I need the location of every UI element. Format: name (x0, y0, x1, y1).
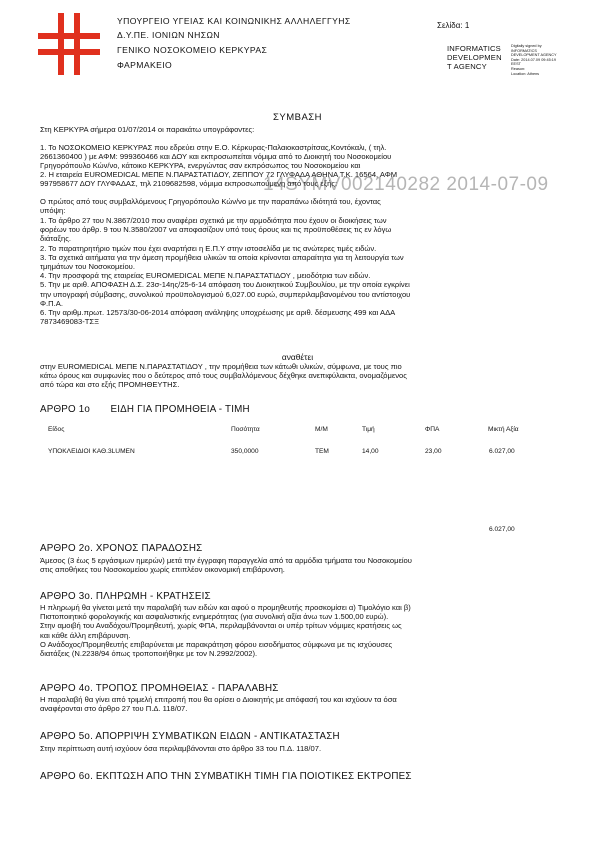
article-5-heading: ΑΡΘΡΟ 5ο. ΑΠΟΡΡΙΨΗ ΣΥΜΒΑΤΙΚΩΝ ΕΙΔΩΝ - ΑΝΤΙΚΑΤΑΣΤΑΣΗ (40, 731, 340, 742)
cell-gross-value: 6.027,00 (489, 448, 515, 455)
col-header-quantity: Ποσότητα (231, 426, 260, 433)
consideration-1: 1. Το άρθρο 27 του Ν.3867/2010 που αναφέρει σχετικά με την αρμοδιότητα που έχουν οι διοικήσεις των φορέων του άρθρ. 9 του Ν.3580/2007 να αποφασίζουν υπό τους όρους και τις προϋποθέσεις τις εν λόγω διάταξης. (40, 216, 392, 244)
table-total: 6.027,00 (489, 526, 515, 533)
consideration-2: 2. Το παρατηρητήριο τιμών που έχει αναρτήσει η Ε.Π.Υ στην ιστοσελίδα με τις ανώτερες τιμές ειδών. (40, 243, 377, 253)
cell-unit: ΤΕΜ (315, 448, 329, 455)
signature-logo: INFORMATICS DEVELOPMEN T AGENCY (447, 44, 502, 71)
awards-heading: αναθέτει (281, 352, 314, 362)
col-header-item: Είδος (48, 426, 65, 433)
article-4-text: Η παραλαβή θα γίνει από τριμελή επιτροπή που θα ορίσει ο Διοικητής με απόφασή του και ισχύουν τα όσα αναφέρονται στο άρθρο 27 του Π.Δ. 118/07. (40, 695, 397, 714)
signature-details: Digitally signed by INFORMATICS DEVELOPMENT AGENCY Date: 2014.07.09 09:45:19 EEST Reason: Location: Athens (511, 44, 557, 76)
cell-item: ΥΠΟΚΛΕΙΔΙΟΙ ΚΑΘ.3LUMEN (48, 448, 135, 455)
org-line-ministry: ΥΠΟΥΡΓΕΙΟ ΥΓΕΙΑΣ ΚΑΙ ΚΟΙΝΩΝΙΚΗΣ ΑΛΛΗΛΕΓΓΥΗΣ (117, 16, 351, 26)
cell-vat: 23,00 (425, 448, 442, 455)
intro-line: Στη ΚΕΡΚΥΡΑ σήμερα 01/07/2014 οι παρακάτω υπογράφοντες: (40, 125, 255, 134)
article-2-text: Άμεσος (3 έως 5 εργάσιμων ημερών) μετά την έγγραφη παραγγελία από τα αρμόδια τμήματα του Νοσοκομείου στις αποθήκες του Νοσοκομείου χωρίς επιπλέον οικονομική επιβάρυνση. (40, 556, 412, 575)
article-4-heading: ΑΡΘΡΟ 4ο. ΤΡΟΠΟΣ ΠΡΟΜΗΘΕΙΑΣ - ΠΑΡΑΛΑΒΗΣ (40, 683, 279, 694)
col-header-unit: Μ/Μ (315, 426, 328, 433)
party-2: 2. Η εταιρεία EUROMEDICAL ΜΕΠΕ Ν.ΠΑΡΑΣΤΑΤΙΔΟΥ, ΖΕΠΠΟΥ 72 ΓΛΥΦΑΔΑ ΑΘΗΝΑ Τ.Κ. 16564, ΑΦΜ 997958677 ΔΟΥ ΓΛΥΦΑΔΑΣ, τηλ 2109682598, νόμιμα εκπροσωπούμενη από τους εξής: (40, 170, 398, 189)
protocol-watermark: 14SYMV002140282 2014-07-09 (263, 174, 549, 195)
col-header-gross-value: Μικτή Αξία (488, 426, 519, 433)
article-1-heading: ΑΡΘΡΟ 1ο ΕΙΔΗ ΓΙΑ ΠΡΟΜΗΘΕΙΑ - ΤΙΜΗ (40, 404, 250, 415)
awards-text: στην EUROMEDICAL ΜΕΠΕ Ν.ΠΑΡΑΣΤΑΤΙΔΟΥ , την προμήθεια των κάτωθι υλικών, σύμφωνα, με τους πιο κάτω όρους και συμφωνίες που ο δεύτερος από τους συμβαλλόμενους δέχθηκε ανεπιφύλακτα, ονομαζόμενος από τώρα και στο εξής ΠΡΟΜΗΘΕΥΤΗΣ. (40, 362, 407, 390)
cell-price: 14,00 (362, 448, 379, 455)
article-6-heading: ΑΡΘΡΟ 6ο. ΕΚΠΤΩΣΗ ΑΠΟ ΤΗΝ ΣΥΜΒΑΤΙΚΗ ΤΙΜΗ ΓΙΑ ΠΟΙΟΤΙΚΕΣ ΕΚΤΡΟΠΕΣ (40, 771, 412, 782)
article-3-text: Η πληρωμή θα γίνεται μετά την παραλαβή των ειδών και αφού ο προμηθευτής προσκομίσει α) Τιμολόγιο και β) Πιστοποιητικό φορολογικής και ασφαλιστικής ενημερότητας (για συνολική αξία άνω των 1.500,00 ευρώ). Στην αμοιβή του Αναδόχου/Προμηθευτή, χωρίς ΦΠΑ, περιλαμβάνονται οι υπέρ τρίτων νόμιμες κρατήσεις ως και κάθε άλλη επιβάρυνση. Ο Ανάδοχος/Προμηθευτής επιβαρύνεται με παρακράτηση φόρου εισοδήματος σύμφωνα με τις ισχύουσες διατάξεις (Ν.2238/94 όπως τροποποιήθηκε με τον Ν.2992/2002). (40, 603, 411, 659)
consideration-5: 5. Την με αριθ. ΑΠΟΦΑΣΗ Δ.Σ. 23σ-14ης/25-6-14 απόφαση του Διοικητικού Συμβουλίου, με την οποία εγκρίνει την υπογραφή σύμβασης, συνολικού προϋπολογισμού 6,027.00 ευρώ, συμπεριλαμβανομένου του αντίστοιχου Φ.Π.Α. (40, 280, 411, 308)
col-header-vat: ΦΠΑ (425, 426, 440, 433)
party-1: 1. Το ΝΟΣΟΚΟΜΕΙΟ ΚΕΡΚΥΡΑΣ που εδρεύει στην Ε.Ο. Κέρκυρας-Παλαιοκαστρίτσας,Κοντόκαλι, ( τηλ. 2661360400 ) με ΑΦΜ: 999360466 και ΔΟΥ και εκπροσωπείται νόμιμα από το Διοικητή του Νοσοκομείου Γρηγορόπουλο Κών/νο, κάτοικο ΚΕΡΚΥΡΑ, ενεργώντας σαν εκπρόσωπος του Νοσοκομείου και (40, 143, 392, 171)
article-3-heading: ΑΡΘΡΟ 3ο. ΠΛΗΡΩΜΗ - ΚΡΑΤΗΣΕΙΣ (40, 591, 211, 602)
consideration-6: 6. Την αριθμ.πρωτ. 12573/30-06-2014 απόφαση ανάληψης υποχρέωσης με αριθ. δέσμευσης 499 και ΑΔΑ 7873469083-ΤΣΞ (40, 308, 396, 327)
document-title: ΣΥΜΒΑΣΗ (272, 112, 323, 123)
org-line-pharmacy: ΦΑΡΜΑΚΕΙΟ (117, 60, 173, 70)
page-number: Σελίδα: 1 (437, 21, 470, 30)
col-header-price: Τιμή (362, 426, 375, 433)
cell-quantity: 350,0000 (231, 448, 259, 455)
org-line-region: Δ.Υ.ΠΕ. ΙΟΝΙΩΝ ΝΗΣΩΝ (117, 30, 220, 40)
article-5-text: Στην περίπτωση αυτή ισχύουν όσα περιλαμβάνονται στο άρθρο 33 του Π.Δ. 118/07. (40, 744, 322, 753)
consideration-3: 3. Τα σχετικά αιτήματα για την άμεση προμήθεια υλικών τα οποία κρίνονται απαραίτητα για τη λειτουργία των τμημάτων του Νοσοκομείου. (40, 252, 404, 271)
consideration-4: 4. Την προσφορά της εταιρείας EUROMEDICAL ΜΕΠΕ Ν.ΠΑΡΑΣΤΑΤΙΔΟΥ , μειοδότρια των ειδών. (40, 271, 371, 281)
red-cross-logo (38, 13, 100, 75)
article-2-heading: ΑΡΘΡΟ 2ο. ΧΡΟΝΟΣ ΠΑΡΑΔΟΣΗΣ (40, 543, 203, 554)
org-line-hospital: ΓΕΝΙΚΟ ΝΟΣΟΚΟΜΕΙΟ ΚΕΡΚΥΡΑΣ (117, 45, 268, 55)
first-party-text: Ο πρώτος από τους συμβαλλόμενους Γρηγορόπουλο Κών/νο με την παραπάνω ιδιότητά του, έχοντας υπόψη: (40, 197, 381, 216)
